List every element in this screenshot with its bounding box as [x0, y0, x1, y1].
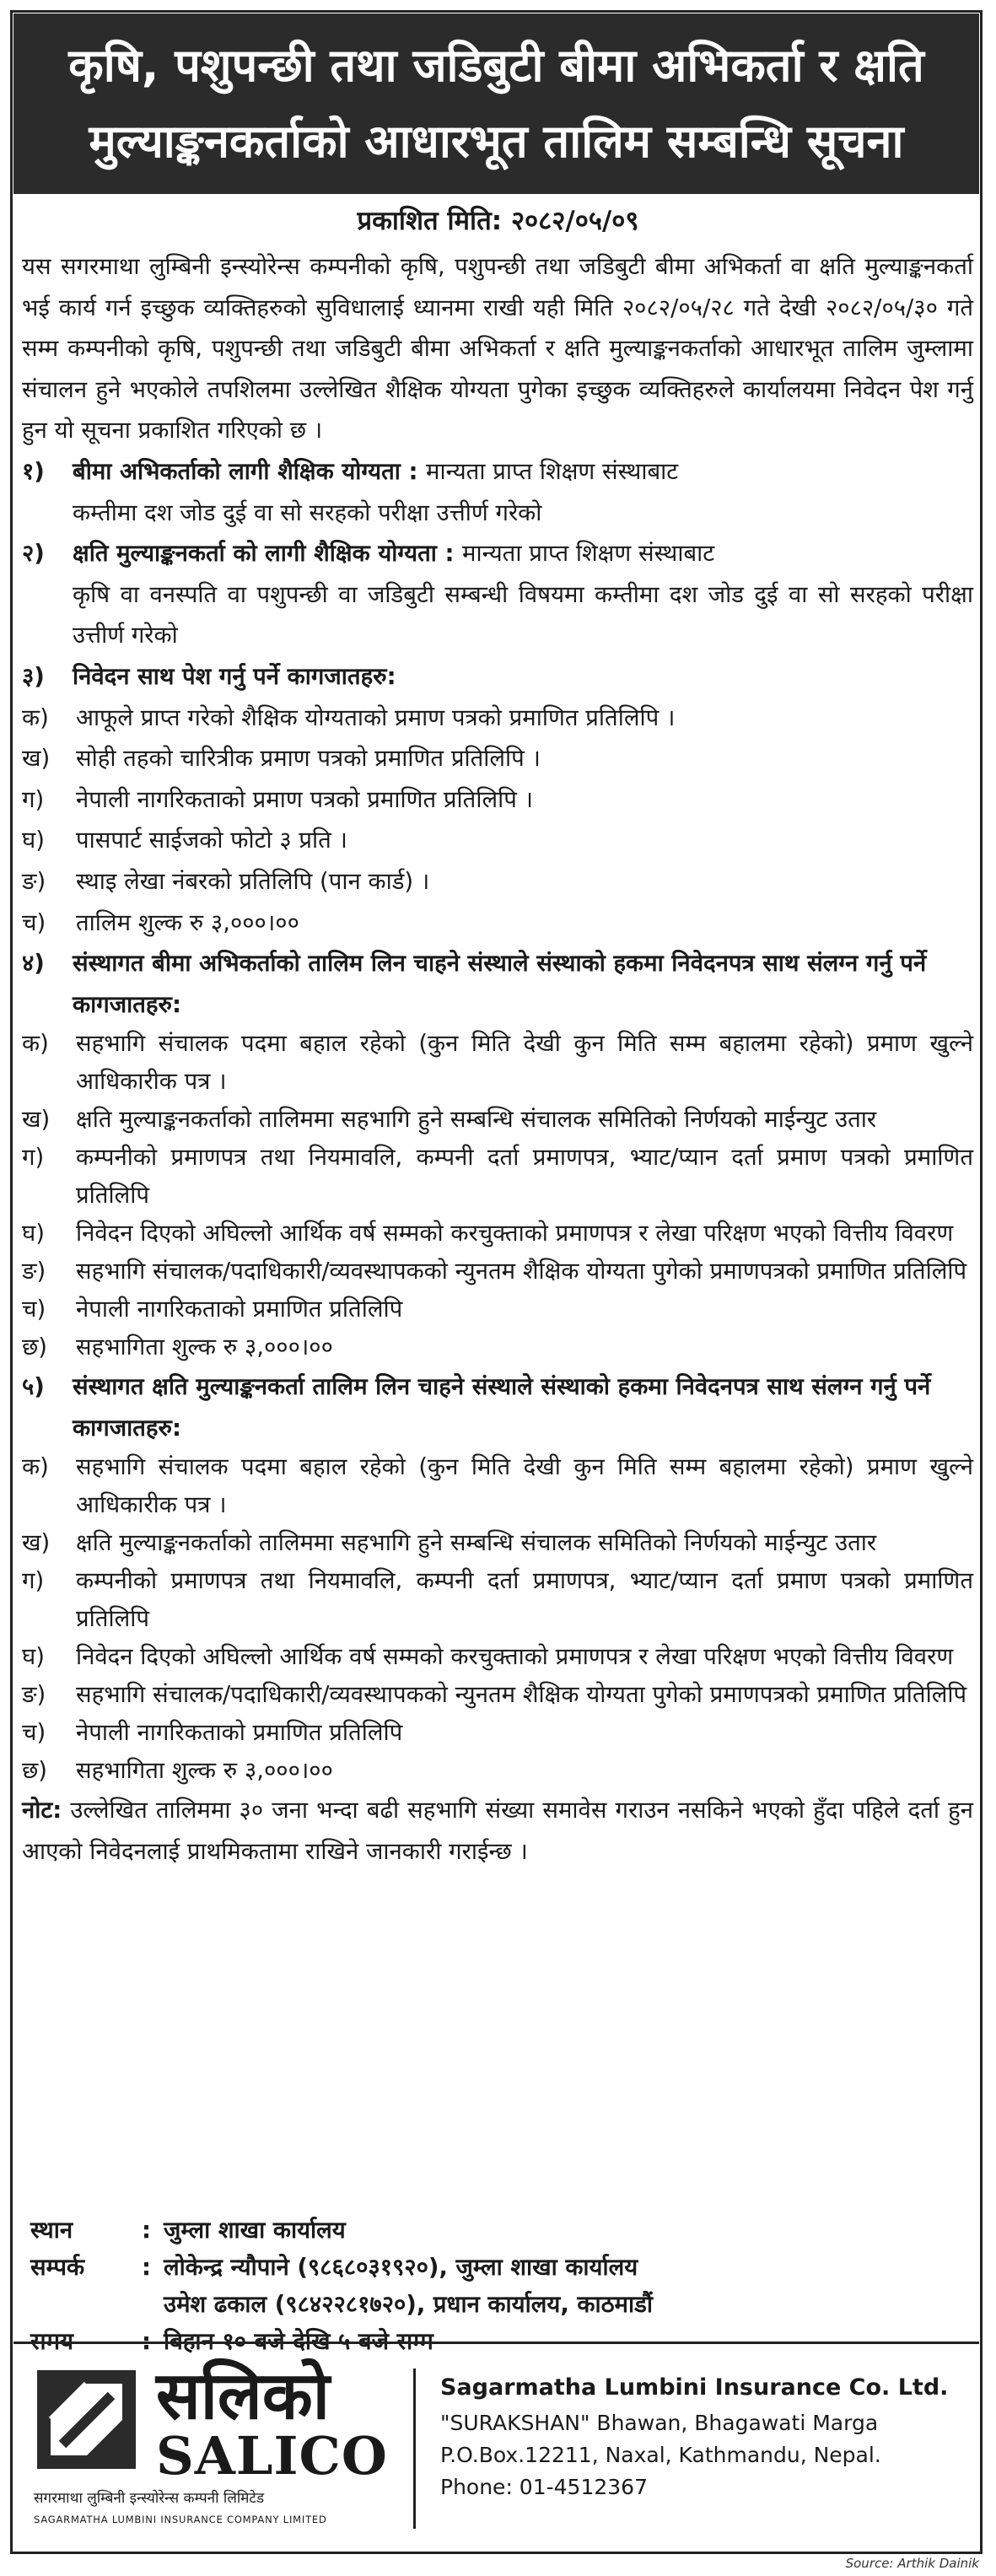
- list-item-key: ग): [22, 785, 45, 813]
- list-item-key: ख): [22, 1529, 51, 1557]
- list-item: [22, 1215, 973, 1253]
- list-item: [22, 779, 973, 821]
- list-item-text: सोही तहको चारित्रीक प्रमाण पत्रको प्रमाणित प्रतिलिपि ।: [76, 745, 541, 773]
- list-item: [22, 820, 973, 861]
- time-label: समय: [30, 2328, 73, 2355]
- list-item-key: ङ): [22, 1681, 46, 1709]
- list-item-text: सहभागि संचालक/पदाधिकारी/व्यवस्थापकको न्युनतम शैक्षिक योग्यता पुगेको प्रमाणपत्रको प्रमाणित प्रतिलिपि: [76, 1681, 967, 1709]
- place-colon: :: [142, 2217, 151, 2244]
- list-item-key: ङ): [22, 867, 46, 895]
- list-item-text: सहभागिता शुल्क रु ३,०००।००: [76, 1334, 333, 1361]
- list-item-text: कम्पनीको प्रमाणपत्र तथा नियमावलि, कम्पनी दर्ता प्रमाणपत्र, भ्याट/प्यान दर्ता प्रमाण पत्रको प्रमाणित प्रतिलिपि: [76, 1144, 973, 1210]
- list-item: [22, 861, 973, 903]
- notice-body: [22, 246, 973, 1873]
- logo-name-english: SALICO: [156, 2425, 388, 2487]
- list-item-text: नेपाली नागरिकताको प्रमाणित प्रतिलिपि: [76, 1719, 403, 1747]
- footer-vertical-divider: [413, 2369, 416, 2529]
- list-item-key: क): [22, 703, 49, 731]
- list-item: [22, 903, 973, 944]
- notice-title-line-1: कृषि, पशुपन्छी तथा जडिबुटी बीमा अभिकर्ता र क्षति: [68, 39, 924, 92]
- section-3-title: निवेदन साथ पेश गर्नु पर्ने कागजातहरु:: [73, 662, 396, 690]
- contact-label: सम्पर्क: [30, 2254, 85, 2281]
- list-item-text: आफूले प्राप्त गरेको शैक्षिक योग्यताको प्रमाण पत्रको प्रमाणित प्रतिलिपि ।: [76, 703, 676, 731]
- intro-paragraph: यस सगरमाथा लुम्बिनी इन्स्योरेन्स कम्पनीको कृषि, पशुपन्छी तथा जडिबुटी बीमा अभिकर्ता वा क्षति मुल्याङ्कनकर्ता भई कार्य गर्न इच्छुक व्यक्तिहरुको सुविधालाई ध्यानमा राखी यही मिति २०८२/०५/२८ गते देखी २०८२/०५/३० गते सम्म कम्पनीको कृषि, पशुपन्छी तथा जडिबुटी बीमा अभिकर्ता र क्षति मुल्याङ्कनकर्ताको आधारभूत तालिम जुम्लामा संचालन हुने भएकोले तपशिलमा उल्लेखित शैक्षिक योग्यता पुगेका इच्छुक व्यक्तिहरुले कार्यालयमा निवेदन पेश गर्नु हुन यो सूचना प्रकाशित गरिएको छ ।: [22, 253, 973, 445]
- list-item: [22, 1562, 973, 1638]
- section-2-body: कृषि वा वनस्पति वा पशुपन्छी वा जडिबुटी सम्बन्धी विषयमा कम्तीमा दश जोड दुई वा सो सरहको परीक्षा उत्तीर्ण गरेको: [73, 580, 973, 649]
- list-item: [22, 1524, 973, 1562]
- list-item: [22, 1448, 973, 1524]
- list-item-key: च): [22, 908, 46, 936]
- list-item-key: घ): [22, 1643, 45, 1671]
- list-item-text: निवेदन दिएको अघिल्लो आर्थिक वर्ष सम्मको करचुक्ताको प्रमाणपत्र र लेखा परिक्षण भएको वित्तीय विवरण: [76, 1220, 954, 1248]
- notice-header: [13, 13, 979, 194]
- list-item-key: घ): [22, 1220, 45, 1248]
- section-5: [22, 1366, 973, 1790]
- logo-subtitle-nepali: सगरमाथा लुम्बिनी इन्स्योरेन्स कम्पनी लिमिटेड: [34, 2490, 265, 2507]
- company-building: "SURAKSHAN" Bhawan, Bhagawati Marga: [440, 2411, 879, 2435]
- list-item: [22, 698, 973, 739]
- list-item: [22, 738, 973, 779]
- section-1-body: कम्तीमा दश जोड दुई वा सो सरहको परीक्षा उत्तीर्ण गरेको: [73, 498, 542, 526]
- section-5-title: संस्थागत क्षति मुल्याङ्कनकर्ता तालिम लिन चाहने संस्थाले संस्थाको हकमा निवेदनपत्र साथ संलग्न गर्नु पर्ने कागजातहरु:: [73, 1373, 931, 1442]
- section-5-number: ५): [22, 1373, 45, 1401]
- list-item-text: सहभागिता शुल्क रु ३,०००।००: [76, 1757, 333, 1785]
- publication-date: प्रकाशित मिति: २०८२/०५/०९: [357, 206, 639, 236]
- section-2-title: क्षति मुल्याङ्कनकर्ता को लागी शैक्षिक योग्यता :: [73, 540, 455, 568]
- list-item-key: क): [22, 1453, 49, 1481]
- place-label: स्थान: [30, 2217, 73, 2244]
- section-2: [22, 533, 973, 656]
- list-item-text: सहभागि संचालक पदमा बहाल रहेको (कुन मिति देखी कुन मिति सम्म बहालमा रहेको) प्रमाण खुल्ने आधिकारीक पत्र ।: [76, 1030, 973, 1096]
- list-item-text: निवेदन दिएको अघिल्लो आर्थिक वर्ष सम्मको करचुक्ताको प्रमाणपत्र र लेखा परिक्षण भएको वित्तीय विवरण: [76, 1643, 954, 1671]
- note-paragraph: [22, 1790, 973, 1872]
- notice-title-line-2: मुल्याङ्कनकर्ताको आधारभूत तालिम सम्बन्धि सूचना: [89, 115, 904, 168]
- list-item-key: ग): [22, 1144, 45, 1172]
- contact-value-1: लोकेन्द्र न्यौपाने (९८६८०३१९२०), जुम्ला शाखा कार्यालय: [164, 2254, 638, 2281]
- salico-logo-icon: [34, 2367, 139, 2472]
- list-item: [22, 1139, 973, 1215]
- section-4-title: संस्थागत बीमा अभिकर्ताको तालिम लिन चाहने संस्थाले संस्थाको हकमा निवेदनपत्र साथ संलग्न गर्नु पर्ने कागजातहरु:: [73, 950, 927, 1018]
- list-item-key: ख): [22, 1106, 51, 1134]
- section-1-title: बीमा अभिकर्ताको लागी शैक्षिक योग्यता :: [73, 457, 418, 485]
- source-credit: Source: Arthik Dainik: [845, 2556, 979, 2571]
- list-item-key: क): [22, 1030, 49, 1058]
- list-item: [22, 1676, 973, 1714]
- note-text: उल्लेखित तालिममा ३० जना भन्दा बढी सहभागि संख्या समावेस गराउन नसकिने भएको हुँदा पहिले दर्ता हुन आएको निवेदनलाई प्राथमिकतामा राखिने जानकारी गराईन्छ ।: [22, 1797, 973, 1866]
- section-2-title-rest: मान्यता प्राप्त शिक्षण संस्थाबाट: [462, 540, 715, 568]
- list-item: [22, 1714, 973, 1752]
- time-value: बिहान १० बजे देखि ५ बजे सम्म: [164, 2328, 433, 2355]
- contact-colon: :: [142, 2254, 151, 2281]
- list-item-key: ङ): [22, 1258, 46, 1285]
- list-item-text: क्षति मुल्याङ्कनकर्ताको तालिममा सहभागि हुने सम्बन्धि संचालक समितिको निर्णयको माईन्युट उतार: [76, 1529, 877, 1557]
- list-item-key: ख): [22, 745, 51, 773]
- list-item: [22, 1101, 973, 1139]
- section-4-number: ४): [22, 950, 45, 978]
- company-phone: Phone: 01-4512367: [440, 2475, 648, 2499]
- contact-block: [30, 2212, 975, 2360]
- company-pobox: P.O.Box.12211, Naxal, Kathmandu, Nepal.: [440, 2443, 881, 2467]
- list-item: [22, 1291, 973, 1328]
- section-1: [22, 451, 973, 533]
- list-item-text: कम्पनीको प्रमाणपत्र तथा नियमावलि, कम्पनी दर्ता प्रमाणपत्र, भ्याट/प्यान दर्ता प्रमाण पत्रको प्रमाणित प्रतिलिपि: [76, 1567, 973, 1633]
- logo-subtitle-english: SAGARMATHA LUMBINI INSURANCE COMPANY LIMITED: [34, 2514, 327, 2525]
- list-item: [22, 1253, 973, 1291]
- section-1-number: १): [22, 457, 45, 485]
- list-item: [22, 1025, 973, 1101]
- section-3: [22, 656, 973, 943]
- list-item-text: स्थाइ लेखा नंबरको प्रतिलिपि (पान कार्ड) ।: [76, 867, 430, 895]
- section-3-number: ३): [22, 662, 45, 690]
- list-item-text: नेपाली नागरिकताको प्रमाणित प्रतिलिपि: [76, 1296, 403, 1323]
- list-item-key: घ): [22, 827, 45, 854]
- list-item-text: सहभागि संचालक/पदाधिकारी/व्यवस्थापकको न्युनतम शैक्षिक योग्यता पुगेको प्रमाणपत्रको प्रमाणित प्रतिलिपि: [76, 1258, 967, 1285]
- list-item-key: छ): [22, 1757, 48, 1785]
- list-item-key: च): [22, 1719, 46, 1747]
- logo-name-nepali: सलिको: [156, 2358, 330, 2434]
- list-item-text: नेपाली नागरिकताको प्रमाण पत्रको प्रमाणित प्रतिलिपि ।: [76, 785, 534, 813]
- list-item-text: क्षति मुल्याङ्कनकर्ताको तालिममा सहभागि हुने सम्बन्धि संचालक समितिको निर्णयको माईन्युट उतार: [76, 1106, 877, 1134]
- place-value: जुम्ला शाखा कार्यालय: [164, 2217, 346, 2244]
- section-1-title-rest: मान्यता प्राप्त शिक्षण संस्थाबाट: [426, 457, 679, 485]
- list-item-text: पासपार्ट साईजको फोटो ३ प्रति ।: [76, 827, 347, 854]
- company-name: Sagarmatha Lumbini Insurance Co. Ltd.: [440, 2374, 949, 2401]
- section-2-number: २): [22, 540, 45, 568]
- company-address: [440, 2369, 963, 2503]
- list-item-key: ग): [22, 1567, 45, 1595]
- list-item: [22, 1328, 973, 1366]
- contact-value-2: उमेश ढकाल (९८४२२८१७२०), प्रधान कार्यालय, काठमाडौं: [164, 2291, 653, 2318]
- section-4: [22, 943, 973, 1366]
- company-logo: [34, 2358, 388, 2539]
- note-label: नोट:: [22, 1797, 62, 1824]
- list-item-text: तालिम शुल्क रु ३,०००।००: [76, 908, 299, 936]
- list-item-text: सहभागि संचालक पदमा बहाल रहेको (कुन मिति देखी कुन मिति सम्म बहालमा रहेको) प्रमाण खुल्ने आधिकारीक पत्र ।: [76, 1453, 973, 1519]
- list-item-key: छ): [22, 1334, 48, 1361]
- list-item-key: च): [22, 1296, 46, 1323]
- list-item: [22, 1638, 973, 1676]
- time-colon: :: [142, 2328, 151, 2355]
- list-item: [22, 1752, 973, 1790]
- footer-divider: [13, 2342, 979, 2344]
